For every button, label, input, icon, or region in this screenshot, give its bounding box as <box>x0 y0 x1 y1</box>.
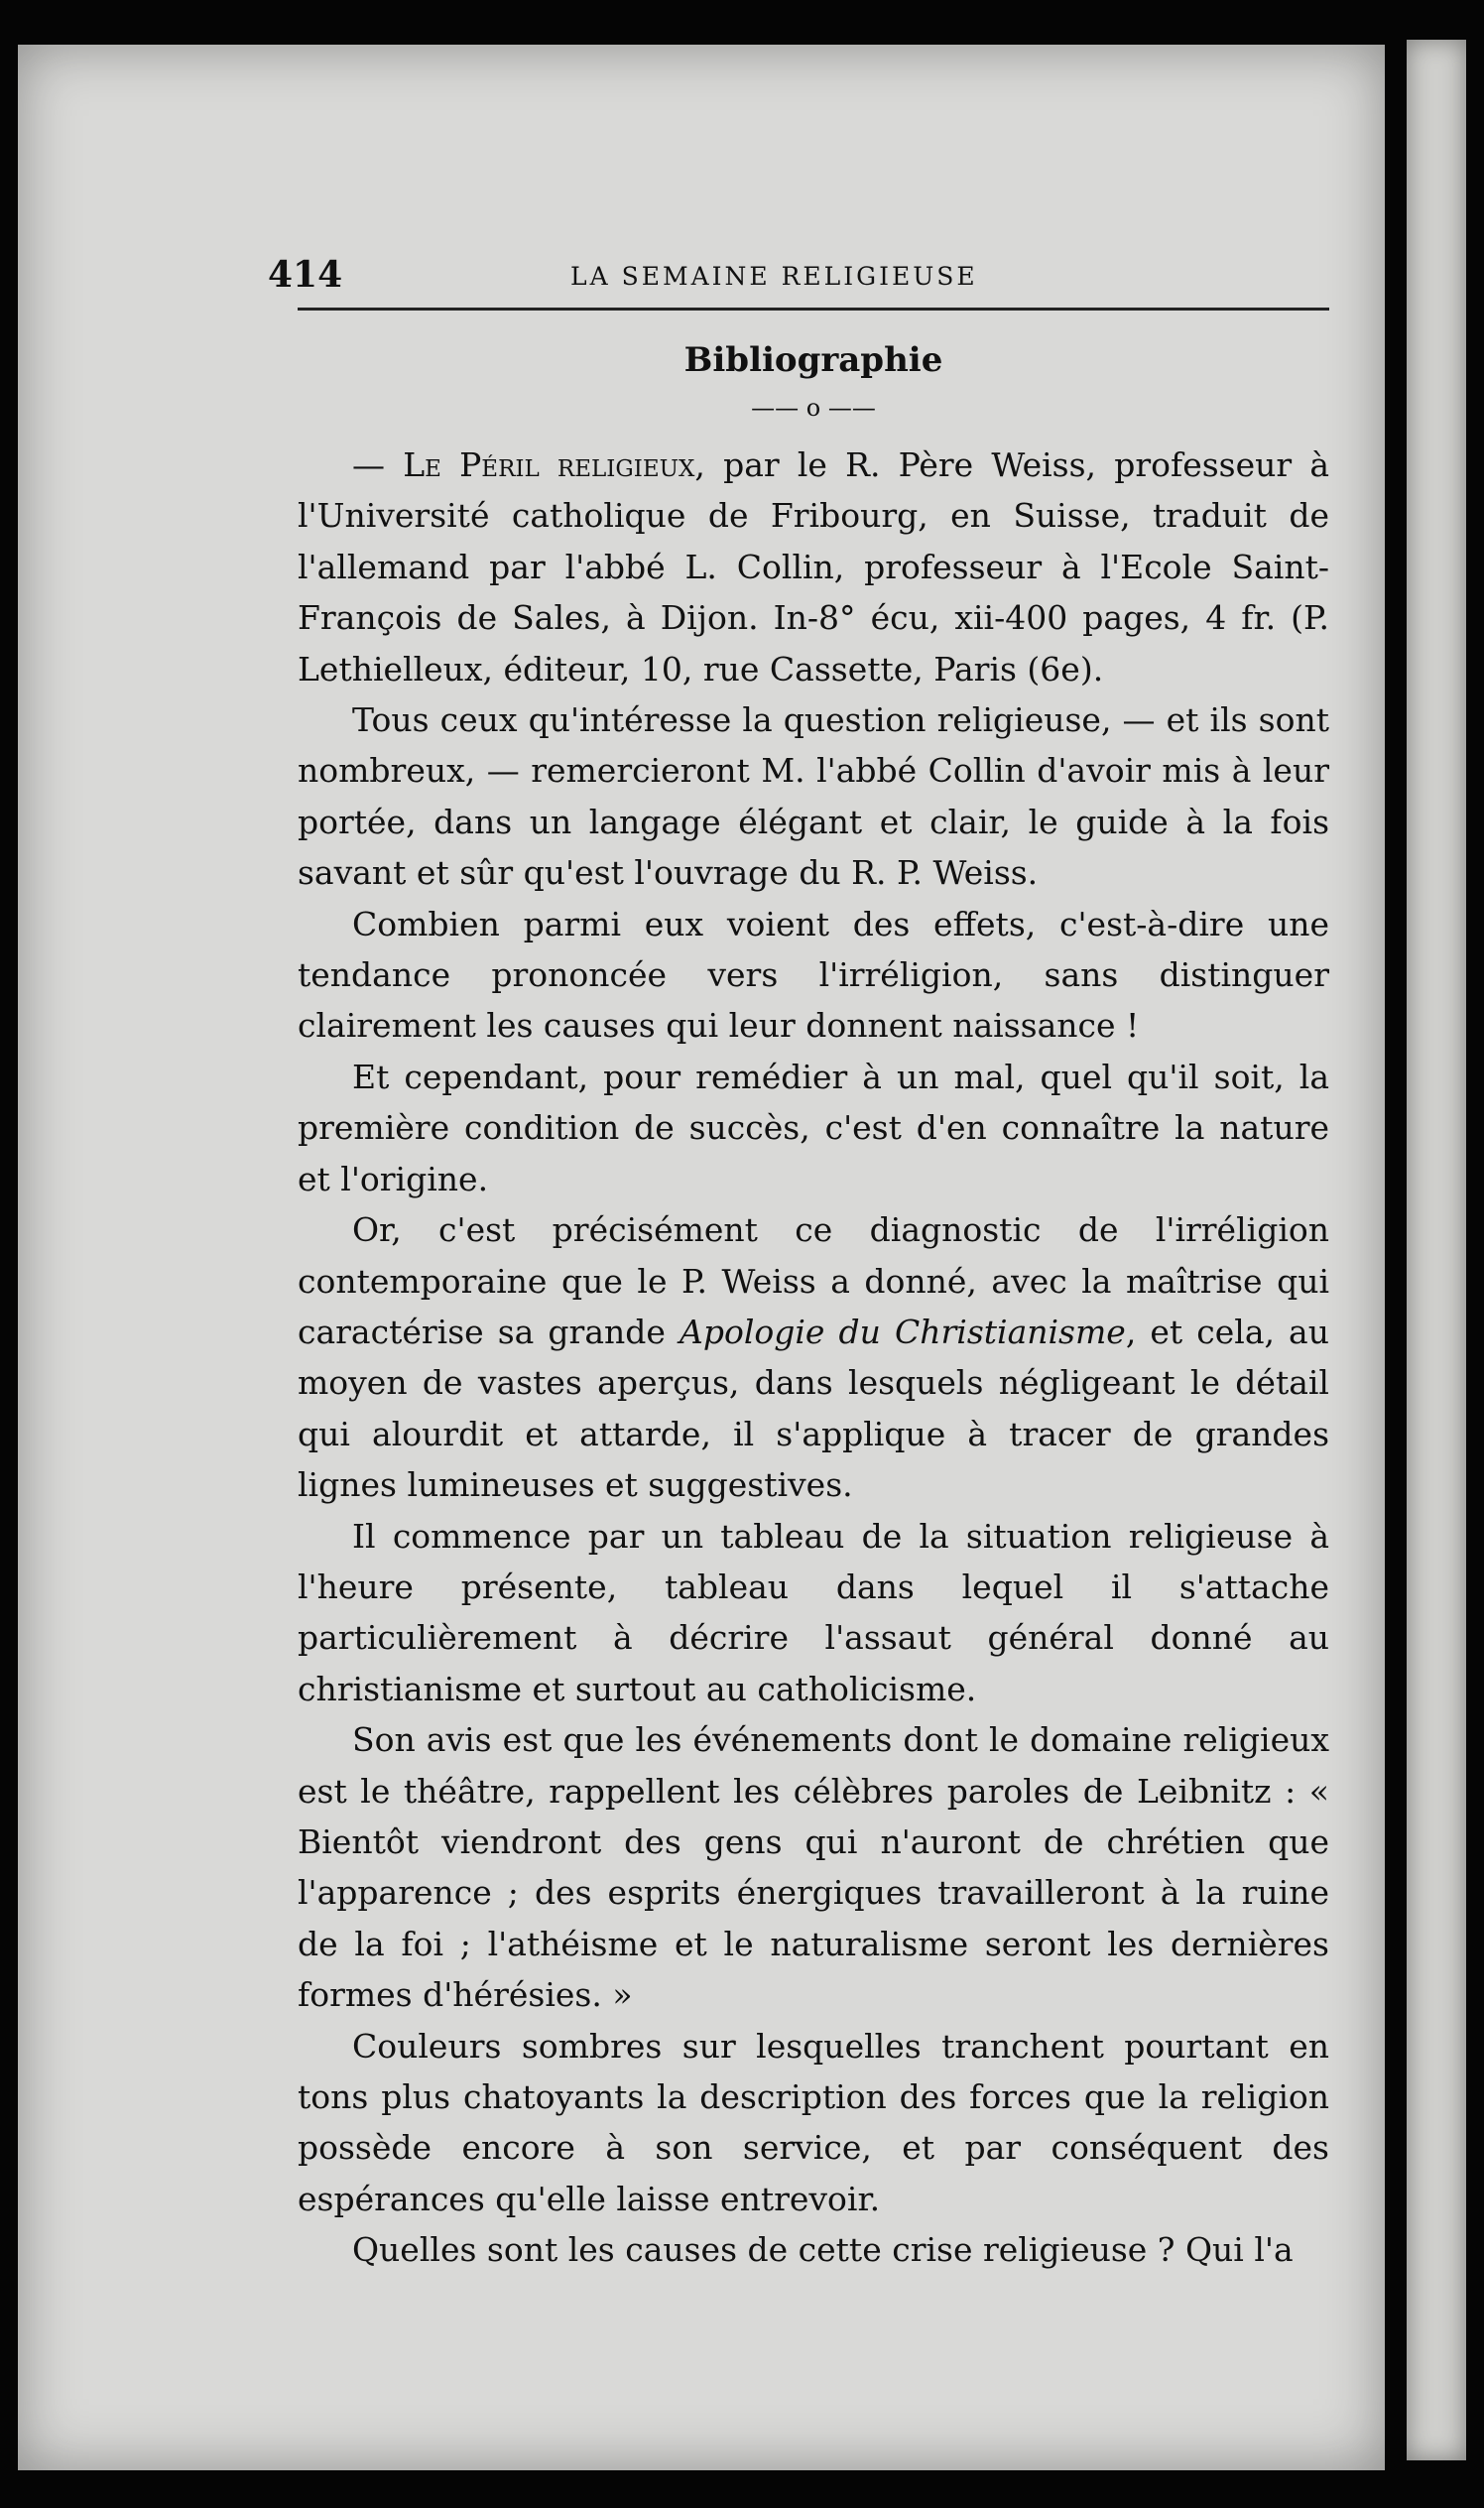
section-title: Bibliographie <box>683 340 943 380</box>
entry-citation: , par le R. Père Weiss, professeur à l'Université catholique de Fribourg, en Suisse, traduit de l'allemand par l'abbé L. Collin, professeur à l'Ecole Saint-François de Sales, à Dijon. In-8° écu, xii-400 pages, 4 fr. (P. Lethielleux, éditeur, 10, rue Cassette, Paris (6e). <box>298 445 1330 689</box>
paragraph-4-text-after: , et cela, au moyen de vastes aperçus, dans lesquels négligeant le détail qui alourdit et attarde, il s'applique à tracer de grandes lignes lumineuses et suggestives. <box>298 1312 1329 1505</box>
journal-title: LA SEMAINE RELIGIEUSE <box>570 262 978 291</box>
paragraph-5: Il commence par un tableau de la situation religieuse à l'heure présente, tableau dans lequel il s'attache particulièrement à décrire l'assaut général donné au christianisme et surtout au catholicisme. <box>298 1516 1329 1708</box>
paragraph-3: Et cependant, pour remédier à un mal, quel qu'il soit, la première condition de succès, c'est d'en connaître la nature et l'origine. <box>298 1057 1329 1198</box>
work-title-italic: Apologie du Christianisme <box>680 1312 1126 1351</box>
bibliography-entry <box>298 439 1329 694</box>
paragraph-4 <box>298 1204 1329 1510</box>
paragraph-6: Son avis est que les événements dont le domaine religieux est le théâtre, rappellent les célèbres paroles de Leibnitz : « Bientôt viendront des gens qui n'auront de chrétien que l'apparence ; des esprits énergiques travailleront à la ruine de la foi ; l'athéisme et le naturalisme seront les dernières formes d'hérésies. » <box>298 1720 1329 2015</box>
section-divider: —— o —— <box>751 394 876 422</box>
running-header <box>268 248 1329 311</box>
paragraph-1: Tous ceux qu'intéresse la question religieuse, — et ils sont nombreux, — remercieront M. l'abbé Collin d'avoir mis à leur portée, dans un langage élégant et clair, le guide à la fois savant et sûr qu'est l'ouvrage du R. P. Weiss. <box>298 700 1329 893</box>
paragraph-7: Couleurs sombres sur lesquelles tranchent pourtant en tons plus chatoyants la description des forces que la religion possède encore à son service, et par conséquent des espérances qu'elle laisse entrevoir. <box>298 2026 1329 2218</box>
adjacent-page-edge <box>1407 40 1466 2460</box>
page-content <box>268 248 1330 2276</box>
entry-lead: — <box>352 445 404 484</box>
paragraph-2: Combien parmi eux voient des effets, c'est-à-dire une tendance prononcée vers l'irréligion, sans distinguer clairement les causes qui leur donnent naissance ! <box>298 904 1329 1046</box>
paragraph-4-text-before: Or, c'est précisément ce diagnostic de l'irréligion contemporaine que le P. Weiss a donné, avec la maîtrise qui caractérise sa grande <box>298 1210 1329 1351</box>
paragraph-8: Quelles sont les causes de cette crise religieuse ? Qui l'a <box>352 2230 1294 2270</box>
book-title: Le Péril religieux <box>403 445 695 484</box>
page-number: 414 <box>268 254 343 296</box>
